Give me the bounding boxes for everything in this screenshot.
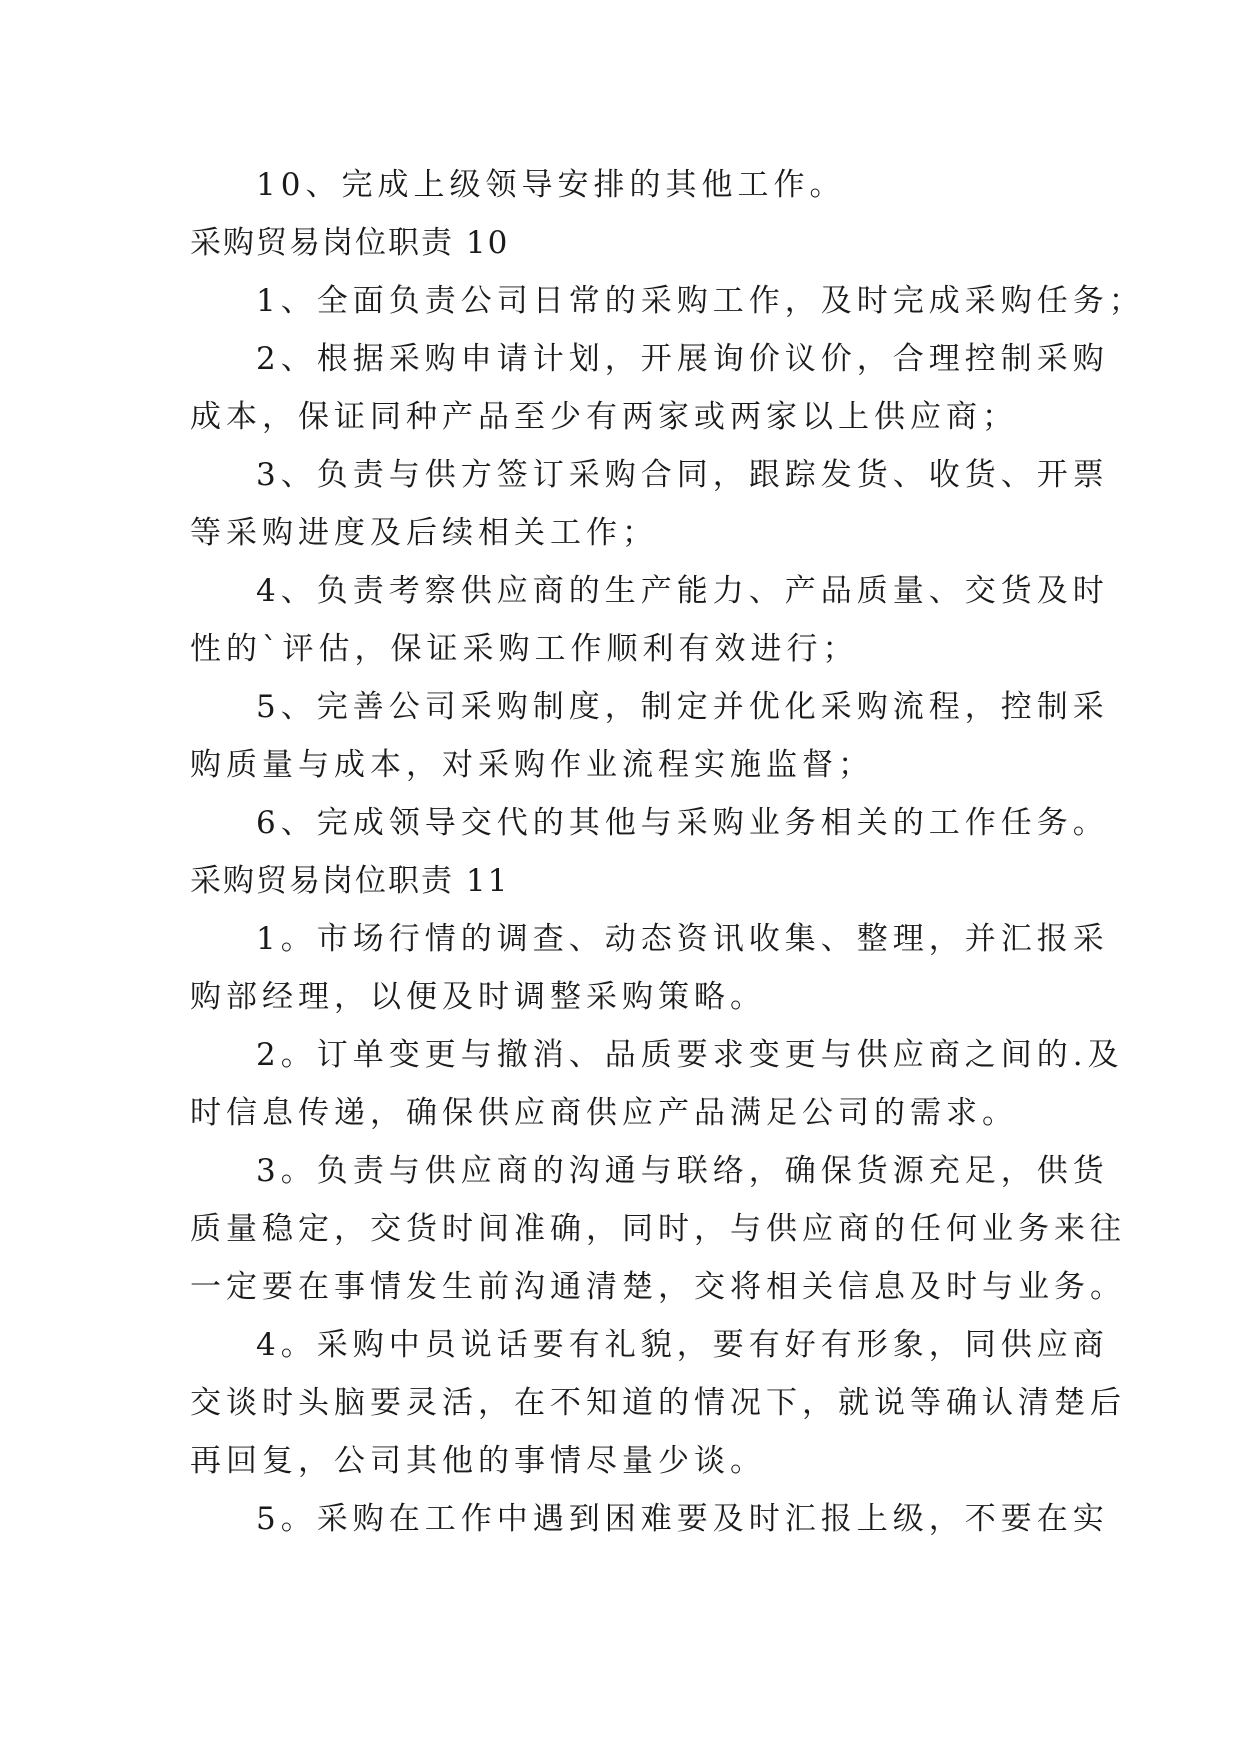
document-line: 质量稳定，交货时间准确，同时，与供应商的任何业务来往 [190, 1211, 1126, 1247]
document-line: 4、负责考察供应商的生产能力、产品质量、交货及时 [256, 573, 1109, 609]
document-line: 1。市场行情的调查、动态资讯收集、整理，并汇报采 [256, 921, 1109, 957]
document-line: 成本，保证同种产品至少有两家或两家以上供应商； [190, 399, 1018, 435]
document-line: 4。采购中员说话要有礼貌，要有好有形象，同供应商 [256, 1327, 1109, 1363]
document-line: 1、全面负责公司日常的采购工作，及时完成采购任务； [256, 283, 1145, 319]
document-line: 3、负责与供方签订采购合同，跟踪发货、收货、开票 [256, 457, 1109, 493]
document-line: 2、根据采购申请计划，开展询价议价，合理控制采购 [256, 341, 1109, 377]
document-line: 性的`评估，保证采购工作顺利有效进行； [190, 631, 859, 667]
document-line: 5。采购在工作中遇到困难要及时汇报上级，不要在实 [256, 1501, 1109, 1537]
document-line: 再回复，公司其他的事情尽量少谈。 [190, 1443, 766, 1479]
section-heading: 采购贸易岗位职责 10 [190, 225, 510, 261]
document-line: 购质量与成本，对采购作业流程实施监督； [190, 747, 874, 783]
document-body [190, 156, 1145, 1548]
document-line: 10、完成上级领导安排的其他工作。 [256, 167, 846, 203]
document-line: 2。订单变更与撤消、品质要求变更与供应商之间的.及 [256, 1037, 1124, 1073]
document-line: 等采购进度及后续相关工作； [190, 515, 658, 551]
document-line: 6、完成领导交代的其他与采购业务相关的工作任务。 [256, 805, 1109, 841]
document-line: 时信息传递，确保供应商供应产品满足公司的需求。 [190, 1095, 1018, 1131]
document-line: 购部经理，以便及时调整采购策略。 [190, 979, 766, 1015]
document-line: 一定要在事情发生前沟通清楚，交将相关信息及时与业务。 [190, 1269, 1126, 1305]
document-line: 3。负责与供应商的沟通与联络，确保货源充足，供货 [256, 1153, 1109, 1189]
section-heading: 采购贸易岗位职责 11 [190, 863, 510, 899]
document-line: 5、完善公司采购制度，制定并优化采购流程，控制采 [256, 689, 1109, 725]
document-line: 交谈时头脑要灵活，在不知道的情况下，就说等确认清楚后 [190, 1385, 1126, 1421]
